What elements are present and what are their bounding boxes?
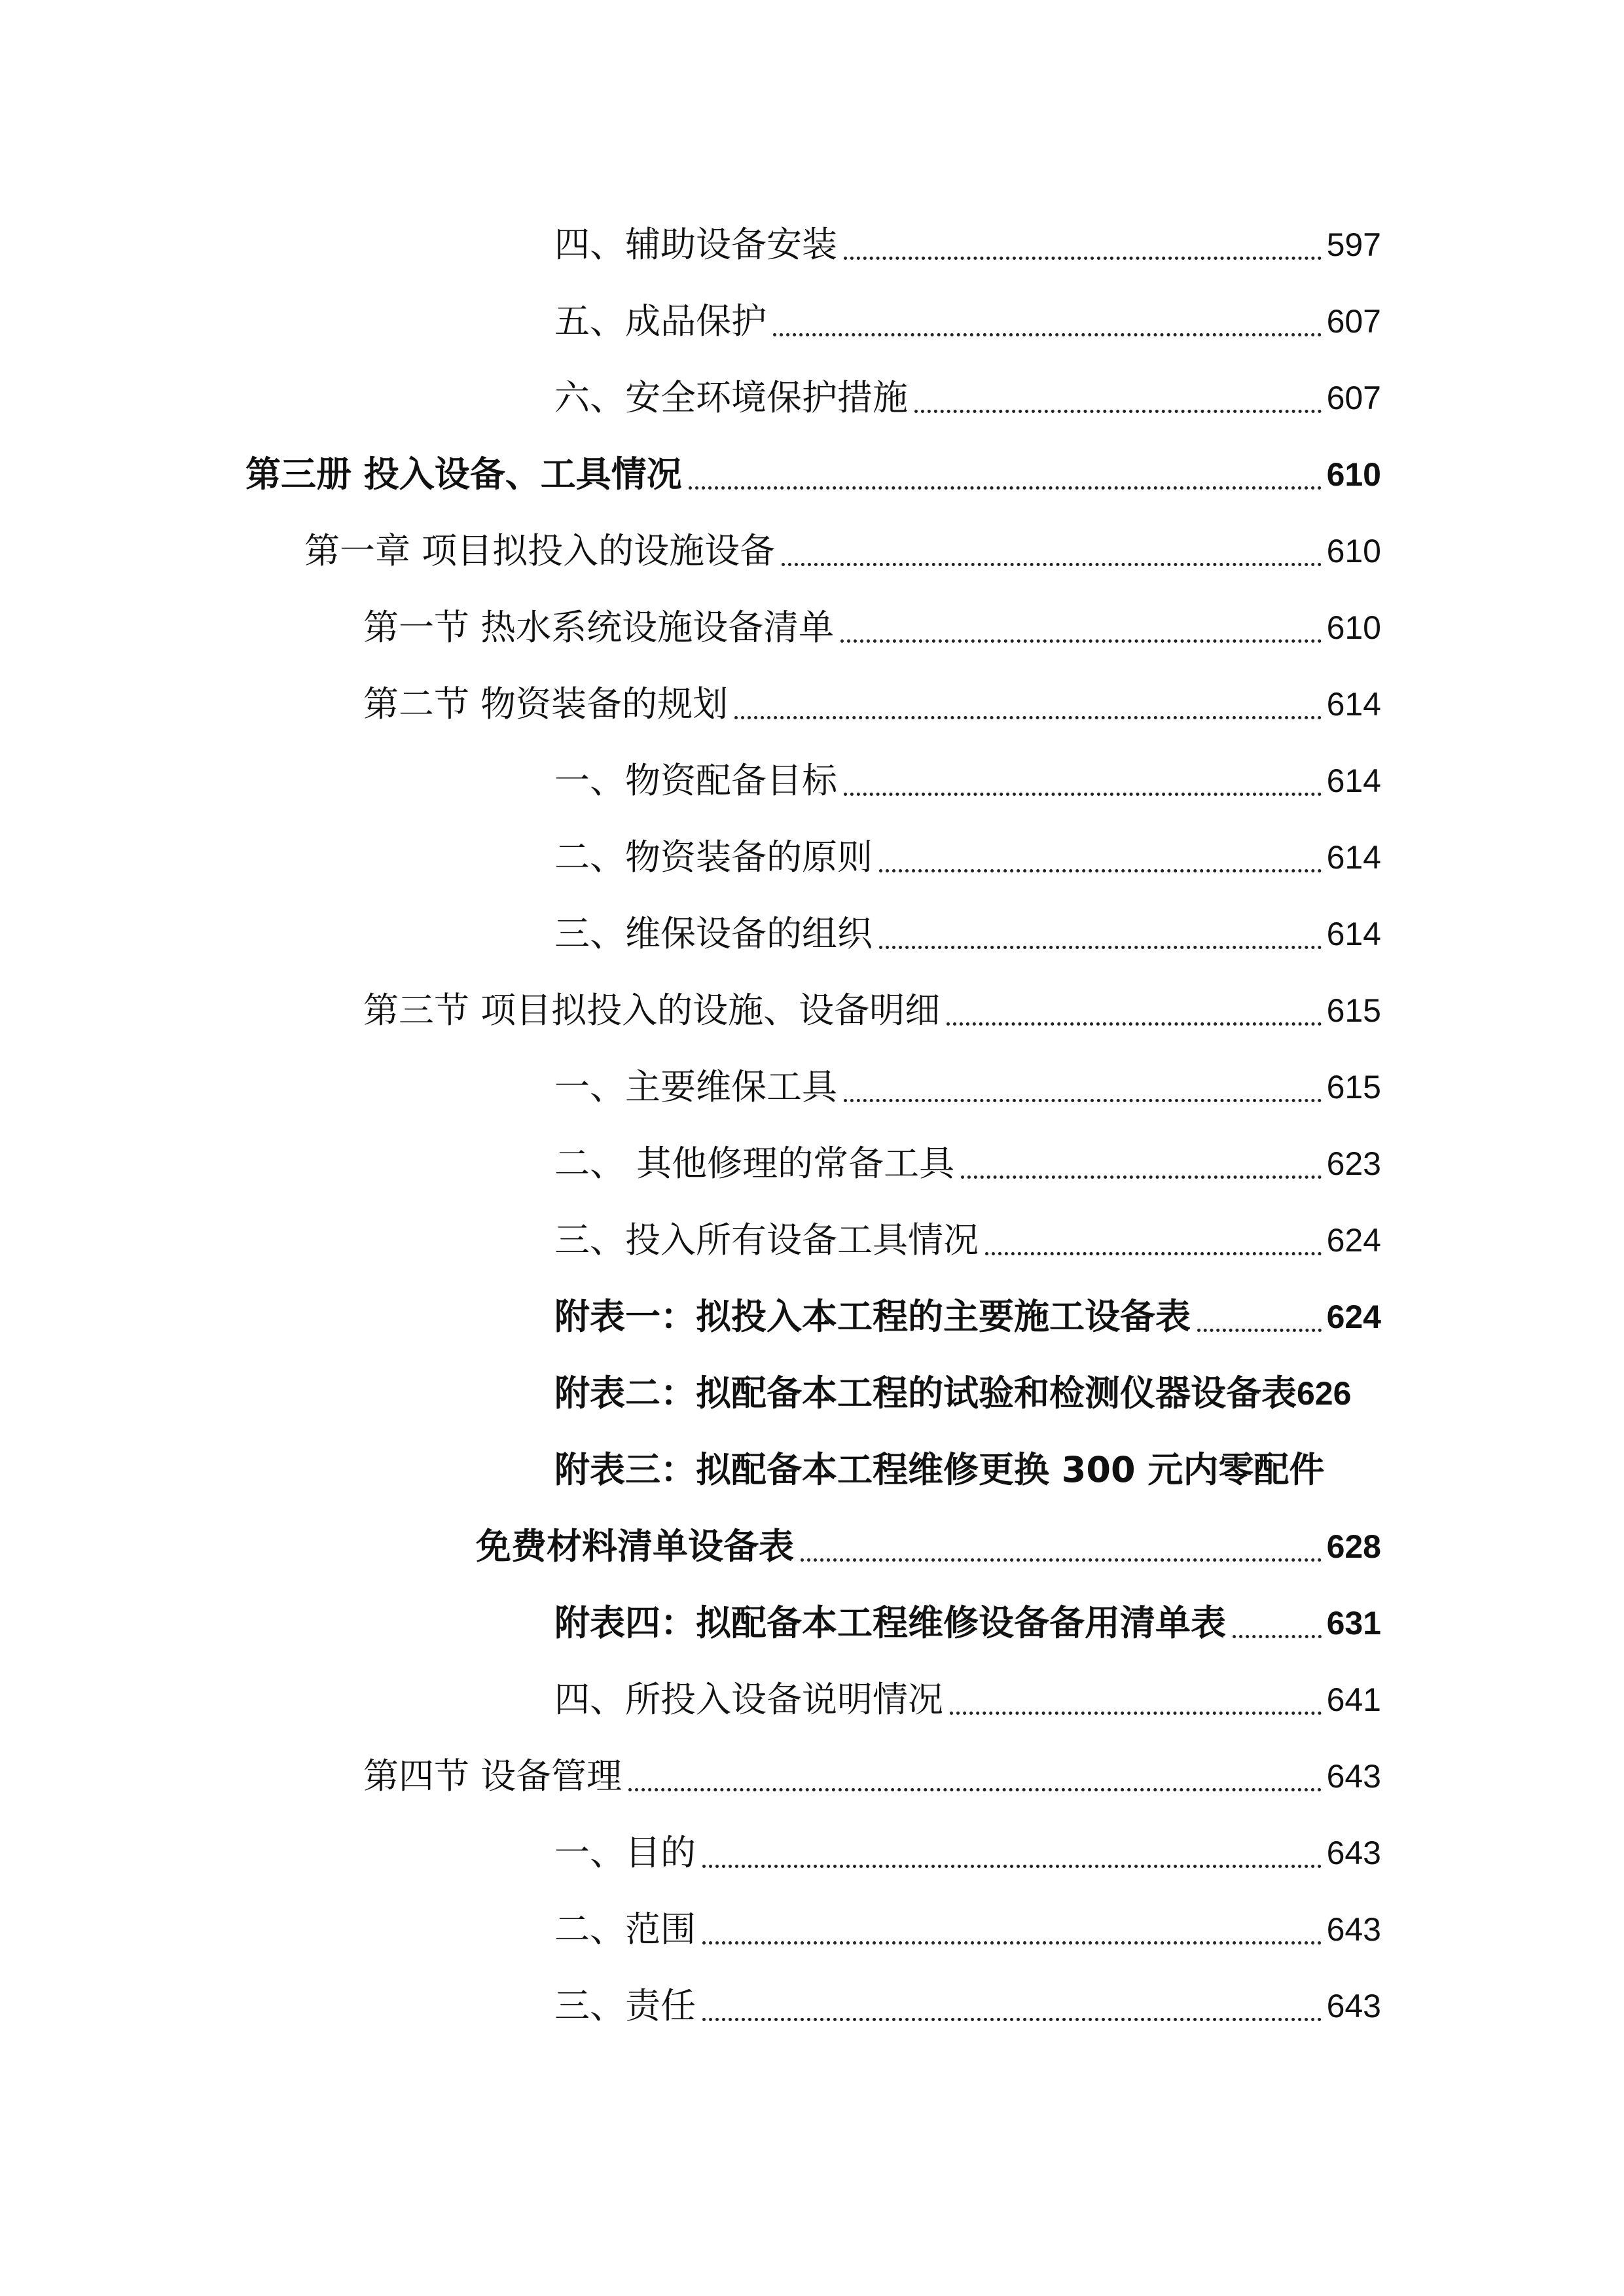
toc-entry-page: 631 (1326, 1605, 1381, 1641)
dot-leader (801, 1558, 1322, 1562)
dot-leader (1233, 1635, 1322, 1638)
toc-entry[interactable] (0, 1211, 1624, 1270)
dot-leader (702, 2018, 1322, 2021)
dot-leader (961, 1175, 1321, 1179)
toc-entry-label: 第一章 项目拟投入的设施设备 (304, 530, 776, 571)
dot-leader (702, 1941, 1322, 1945)
toc-entry-label: 第二节 物资装备的规划 (363, 683, 729, 725)
toc-entry-appendix[interactable] (0, 1594, 1624, 1653)
toc-entry-label: 三、责任 (554, 1985, 696, 2026)
toc-entry-page: 643 (1326, 1988, 1381, 2024)
toc-entry[interactable] (0, 1670, 1624, 1729)
toc-entry-label: 一、物资配备目标 (554, 760, 837, 801)
dot-leader (844, 257, 1322, 260)
dot-leader (840, 639, 1321, 643)
toc-entry-page: 628 (1326, 1528, 1381, 1565)
dot-leader (782, 563, 1321, 566)
toc-entry-page: 643 (1326, 1835, 1381, 1871)
dot-leader (1197, 1329, 1322, 1332)
toc-entry-page: 610 (1326, 609, 1381, 646)
dot-leader (734, 716, 1321, 719)
toc-entry-chapter[interactable] (0, 522, 1624, 581)
toc-entry-label: 一、主要维保工具 (554, 1066, 837, 1107)
toc-entry-section[interactable] (0, 1747, 1624, 1806)
toc-entry[interactable] (0, 1977, 1624, 2036)
toc-entry-page: 624 (1326, 1299, 1381, 1335)
toc-entry-label: 附表四：拟配备本工程维修设备备用清单表 (554, 1602, 1226, 1643)
toc-entry[interactable] (0, 1058, 1624, 1117)
toc-entry-page: 643 (1326, 1911, 1381, 1948)
toc-entry[interactable] (0, 215, 1624, 274)
toc-entry-page: 615 (1326, 1069, 1381, 1105)
dot-leader (702, 1865, 1322, 1868)
toc-entry-label: 第三节 项目拟投入的设施、设备明细 (363, 990, 941, 1031)
toc-entry-label: 四、所投入设备说明情况 (554, 1679, 943, 1720)
dot-leader (844, 793, 1322, 796)
toc-entry-label: 三、投入所有设备工具情况 (554, 1219, 979, 1261)
toc-entry[interactable] (0, 1134, 1624, 1193)
toc-entry-page: 607 (1326, 303, 1381, 340)
toc-entry-label: 二、物资装备的原则 (554, 836, 873, 878)
toc-entry-label: 一、目的 (554, 1832, 696, 1873)
toc-entry-page: 624 (1326, 1222, 1381, 1259)
dot-leader (914, 410, 1322, 413)
toc-entry-section[interactable] (0, 598, 1624, 657)
toc-entry-page: 614 (1326, 686, 1381, 723)
toc-entry-label: 免费材料清单设备表 (476, 1526, 794, 1567)
toc-entry-page: 614 (1326, 839, 1381, 876)
toc-entry[interactable] (0, 828, 1624, 887)
dot-leader (879, 869, 1322, 872)
dot-leader (947, 1022, 1321, 1026)
toc-entry-label: 第四节 设备管理 (363, 1755, 623, 1797)
toc-entry-page: 623 (1326, 1145, 1381, 1182)
toc-entry[interactable] (0, 751, 1624, 810)
toc-entry-label: 五、成品保护 (554, 300, 767, 342)
toc-entry-label: 二、 其他修理的常备工具 (554, 1143, 955, 1184)
toc-entry-label: 第一节 热水系统设施设备清单 (363, 607, 835, 648)
toc-entry-section[interactable] (0, 675, 1624, 734)
dot-leader (950, 1712, 1322, 1715)
toc-entry-label: 附表一：拟投入本工程的主要施工设备表 (554, 1296, 1191, 1337)
toc-entry-label: 附表三：拟配备本工程维修更换 300 元内零配件 (554, 1449, 1325, 1490)
toc-entry-label: 二、范围 (554, 1909, 696, 1950)
toc-entry-page: 626 (1297, 1375, 1352, 1412)
dot-leader (773, 333, 1322, 336)
toc-entry-section[interactable] (0, 981, 1624, 1040)
toc-entry[interactable] (0, 1823, 1624, 1882)
toc-entry-page: 615 (1326, 992, 1381, 1029)
toc-entry-page: 597 (1326, 226, 1381, 263)
toc-entry-page: 641 (1326, 1681, 1381, 1718)
dot-leader (628, 1788, 1321, 1791)
toc-entry-label: 三、维保设备的组织 (554, 913, 873, 954)
toc-entry[interactable] (0, 1900, 1624, 1959)
toc-entry-appendix-continued[interactable] (0, 1517, 1624, 1576)
toc-entry-label: 四、辅助设备安装 (554, 224, 837, 265)
dot-leader (879, 946, 1322, 949)
toc-entry-label: 六、安全环境保护措施 (554, 377, 908, 418)
toc-entry-appendix[interactable] (0, 1364, 1624, 1423)
toc-entry-page: 643 (1326, 1758, 1381, 1795)
dot-leader (844, 1099, 1322, 1102)
dot-leader (689, 486, 1322, 490)
toc-entry-page: 610 (1326, 533, 1381, 569)
toc-entry[interactable] (0, 292, 1624, 351)
toc-entry-label: 附表二：拟配备本工程的试验和检测仪器设备表 (554, 1372, 1297, 1414)
toc-entry-label: 第三册 投入设备、工具情况 (245, 454, 682, 495)
toc-entry[interactable] (0, 905, 1624, 963)
toc-entry[interactable] (0, 368, 1624, 427)
toc-entry-page: 614 (1326, 762, 1381, 799)
toc-entry-page: 607 (1326, 380, 1381, 416)
dot-leader (985, 1252, 1322, 1255)
toc-entry-appendix[interactable] (0, 1441, 1624, 1499)
toc-entry-appendix[interactable] (0, 1287, 1624, 1346)
toc-entry-page: 614 (1326, 916, 1381, 952)
toc-entry-page: 610 (1326, 456, 1381, 493)
toc-entry-volume[interactable] (0, 445, 1624, 504)
